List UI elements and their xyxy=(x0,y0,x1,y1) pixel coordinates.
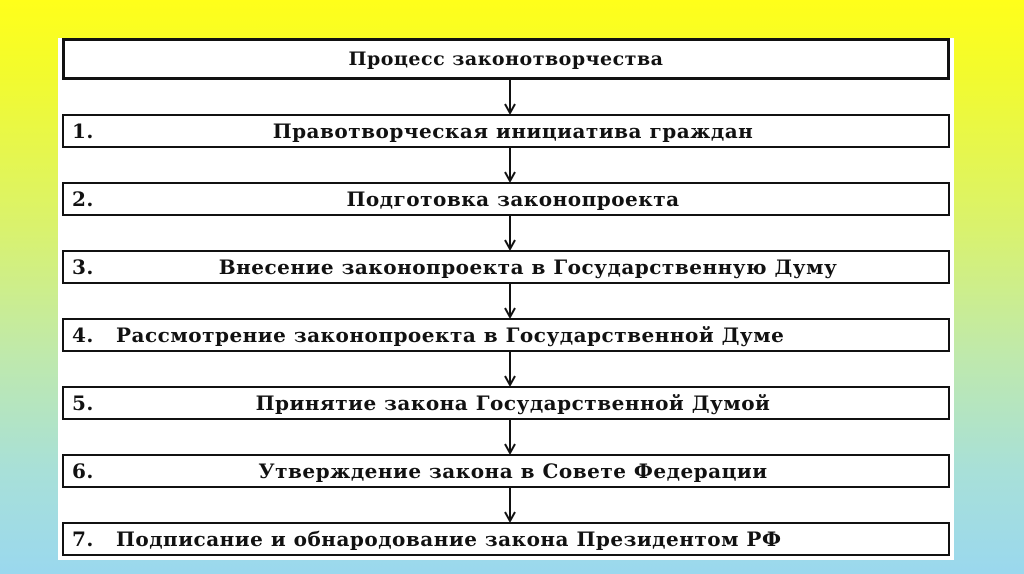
step-number: 6. xyxy=(72,459,94,483)
arrow-down-icon xyxy=(503,352,517,386)
step-7 xyxy=(62,522,950,556)
flowchart xyxy=(58,38,954,560)
step-label: Правотворческая инициатива граждан xyxy=(272,119,754,143)
step-5 xyxy=(62,386,950,420)
step-label: Рассмотрение законопроекта в Государственной Думе xyxy=(116,323,785,347)
step-3 xyxy=(62,250,950,284)
arrow-down-icon xyxy=(503,488,517,522)
arrow-down-icon xyxy=(503,216,517,250)
step-number: 7. xyxy=(72,527,94,551)
step-label: Внесение законопроекта в Государственную Думу xyxy=(218,255,838,279)
step-1 xyxy=(62,114,950,148)
arrow-down-icon xyxy=(503,284,517,318)
arrow-down-icon xyxy=(503,420,517,454)
step-4 xyxy=(62,318,950,352)
step-label: Принятие закона Государственной Думой xyxy=(255,391,771,415)
step-number: 4. xyxy=(72,323,94,347)
step-6 xyxy=(62,454,950,488)
step-2 xyxy=(62,182,950,216)
step-label: Подготовка законопроекта xyxy=(346,187,680,211)
flowchart-title: Процесс законотворчества xyxy=(62,38,950,80)
step-number: 3. xyxy=(72,255,94,279)
step-number: 1. xyxy=(72,119,94,143)
step-number: 2. xyxy=(72,187,94,211)
arrow-down-icon xyxy=(503,80,517,114)
step-label: Утверждение закона в Совете Федерации xyxy=(258,459,768,483)
step-number: 5. xyxy=(72,391,94,415)
arrow-down-icon xyxy=(503,148,517,182)
step-label: Подписание и обнародование закона Президентом РФ xyxy=(116,527,782,551)
